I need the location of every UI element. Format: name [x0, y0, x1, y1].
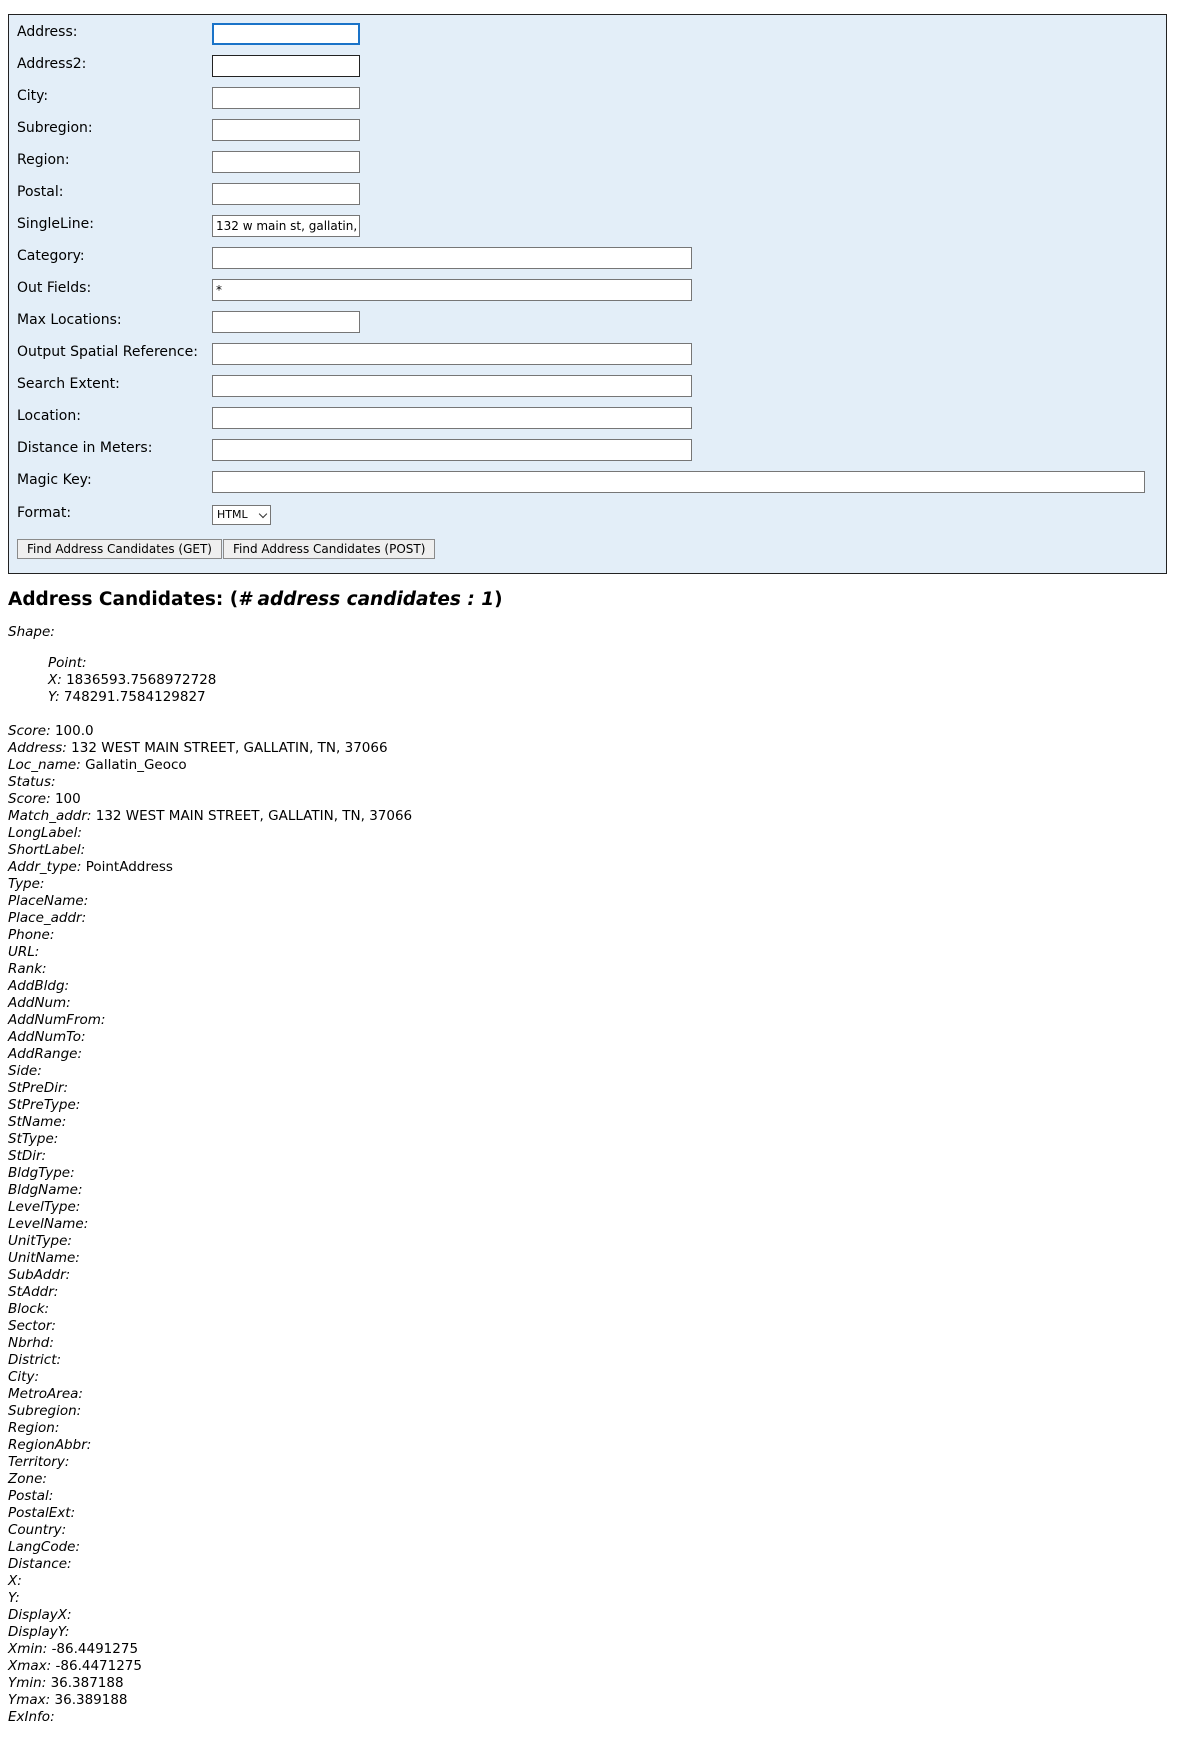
- attribute-key: Xmin:: [8, 1641, 48, 1657]
- attribute-row: [8, 1471, 1158, 1488]
- attribute-row: [8, 1437, 1158, 1454]
- attribute-key: Score:: [8, 723, 51, 739]
- attribute-row: [8, 1386, 1158, 1403]
- attribute-value: 36.387188: [50, 1675, 124, 1691]
- category-input[interactable]: [212, 247, 692, 269]
- field-row-singleline: [9, 207, 1166, 239]
- singleline-label: SingleLine:: [17, 216, 94, 232]
- attribute-row: [8, 995, 1158, 1012]
- out-sr-input[interactable]: [212, 343, 692, 365]
- attribute-row: [8, 1080, 1158, 1097]
- field-row-out-sr: [9, 335, 1166, 367]
- find-candidates-post-button[interactable]: Find Address Candidates (POST): [223, 539, 435, 559]
- attribute-key: StPreType:: [8, 1097, 81, 1113]
- attribute-key: Ymin:: [8, 1675, 47, 1691]
- region-input[interactable]: [212, 151, 360, 173]
- search-extent-label: Search Extent:: [17, 376, 120, 392]
- attribute-row: [8, 1250, 1158, 1267]
- attribute-key: Xmax:: [8, 1658, 52, 1674]
- attribute-row: [8, 774, 1158, 791]
- attribute-key: Region:: [8, 1420, 60, 1436]
- attribute-key: Country:: [8, 1522, 67, 1538]
- out-fields-label: Out Fields:: [17, 280, 92, 296]
- point-y-label: Y:: [48, 689, 60, 705]
- field-row-city: [9, 79, 1166, 111]
- attribute-key: ExInfo:: [8, 1709, 55, 1725]
- attribute-row: [8, 927, 1158, 944]
- attribute-row: [8, 1709, 1158, 1726]
- results-section: [8, 588, 1158, 1726]
- point-label: Point:: [48, 655, 87, 671]
- attribute-row: [8, 1029, 1158, 1046]
- results-heading-prefix: Address Candidates: (: [8, 589, 239, 610]
- attribute-row: [8, 1369, 1158, 1386]
- field-row-max-locations: [9, 303, 1166, 335]
- attribute-key: DisplayY:: [8, 1624, 70, 1640]
- field-row-address2: [9, 47, 1166, 79]
- attribute-key: Status:: [8, 774, 56, 790]
- address2-input[interactable]: [212, 55, 360, 77]
- attribute-key: LongLabel:: [8, 825, 82, 841]
- attribute-key: AddNumTo:: [8, 1029, 86, 1045]
- attribute-row: [8, 1420, 1158, 1437]
- attribute-value: 36.389188: [54, 1692, 128, 1708]
- magic-key-input[interactable]: [212, 471, 1145, 493]
- attribute-key: AddBldg:: [8, 978, 70, 994]
- attribute-row: [8, 910, 1158, 927]
- attribute-row: [8, 791, 1158, 808]
- field-row-subregion: [9, 111, 1166, 143]
- attribute-value: -86.4491275: [51, 1641, 139, 1657]
- attribute-row: [8, 1352, 1158, 1369]
- attribute-row: [8, 1097, 1158, 1114]
- attribute-row: [8, 1284, 1158, 1301]
- chevron-down-icon: [259, 510, 267, 518]
- field-row-postal: [9, 175, 1166, 207]
- subregion-input[interactable]: [212, 119, 360, 141]
- field-row-category: [9, 239, 1166, 271]
- attribute-row: [8, 1675, 1158, 1692]
- attribute-list: [8, 723, 1158, 1726]
- location-label: Location:: [17, 408, 81, 424]
- format-label: Format:: [17, 505, 72, 521]
- attribute-key: X:: [8, 1573, 22, 1589]
- distance-input[interactable]: [212, 439, 692, 461]
- out-sr-label: Output Spatial Reference:: [17, 344, 198, 360]
- attribute-row: [8, 1692, 1158, 1709]
- attribute-row: [8, 1267, 1158, 1284]
- attribute-key: Address:: [8, 740, 67, 756]
- attribute-key: MetroArea:: [8, 1386, 83, 1402]
- attribute-row: [8, 1165, 1158, 1182]
- attribute-key: Nbrhd:: [8, 1335, 54, 1351]
- attribute-key: Match_addr:: [8, 808, 92, 824]
- format-selected-value: HTML: [217, 508, 248, 521]
- postal-label: Postal:: [17, 184, 64, 200]
- subregion-label: Subregion:: [17, 120, 93, 136]
- attribute-value: Gallatin_Geoco: [85, 757, 187, 773]
- attribute-row: [8, 876, 1158, 893]
- attribute-row: [8, 1301, 1158, 1318]
- attribute-key: UnitName:: [8, 1250, 80, 1266]
- attribute-key: Territory:: [8, 1454, 70, 1470]
- attribute-key: PlaceName:: [8, 893, 89, 909]
- attribute-key: PostalExt:: [8, 1505, 76, 1521]
- attribute-key: Block:: [8, 1301, 50, 1317]
- attribute-row: [8, 1556, 1158, 1573]
- attribute-key: District:: [8, 1352, 62, 1368]
- attribute-row: [8, 1505, 1158, 1522]
- address-input[interactable]: [212, 23, 360, 45]
- attribute-row: [8, 842, 1158, 859]
- attribute-key: StDir:: [8, 1148, 47, 1164]
- attribute-row: [8, 1607, 1158, 1624]
- attribute-value: 132 WEST MAIN STREET, GALLATIN, TN, 37066: [95, 808, 413, 824]
- field-row-distance: [9, 431, 1166, 463]
- point-y-value: 748291.7584129827: [63, 689, 206, 705]
- field-row-search-extent: [9, 367, 1166, 399]
- attribute-row: [8, 1641, 1158, 1658]
- attribute-row: [8, 1012, 1158, 1029]
- field-row-format: [9, 496, 1166, 528]
- attribute-key: Type:: [8, 876, 45, 892]
- address-label: Address:: [17, 24, 78, 40]
- magic-key-label: Magic Key:: [17, 472, 92, 488]
- shape-label: Shape:: [8, 624, 55, 640]
- search-extent-input[interactable]: [212, 375, 692, 397]
- city-label: City:: [17, 88, 49, 104]
- field-row-location: [9, 399, 1166, 431]
- attribute-key: StName:: [8, 1114, 67, 1130]
- max-locations-label: Max Locations:: [17, 312, 122, 328]
- address2-label: Address2:: [17, 56, 87, 72]
- attribute-key: Side:: [8, 1063, 42, 1079]
- attribute-row: [8, 1573, 1158, 1590]
- attribute-key: Y:: [8, 1590, 20, 1606]
- attribute-row: [8, 1403, 1158, 1420]
- attribute-key: City:: [8, 1369, 40, 1385]
- attribute-key: Ymax:: [8, 1692, 51, 1708]
- attribute-row: [8, 1590, 1158, 1607]
- attribute-key: Score:: [8, 791, 51, 807]
- postal-input[interactable]: [212, 183, 360, 205]
- field-row-address: [9, 15, 1166, 47]
- attribute-row: [8, 1233, 1158, 1250]
- category-label: Category:: [17, 248, 85, 264]
- attribute-row: [8, 1063, 1158, 1080]
- attribute-key: DisplayX:: [8, 1607, 72, 1623]
- attribute-key: AddNumFrom:: [8, 1012, 106, 1028]
- attribute-key: LangCode:: [8, 1539, 81, 1555]
- point-x-value: 1836593.7568972728: [66, 672, 217, 688]
- attribute-key: BldgType:: [8, 1165, 75, 1181]
- out-fields-input[interactable]: [212, 279, 692, 301]
- attribute-key: LevelName:: [8, 1216, 89, 1232]
- attribute-row: [8, 978, 1158, 995]
- format-select[interactable]: [212, 505, 271, 525]
- attribute-row: [8, 1318, 1158, 1335]
- attribute-row: [8, 1199, 1158, 1216]
- attribute-row: [8, 1046, 1158, 1063]
- attribute-key: AddNum:: [8, 995, 71, 1011]
- geocode-form: [8, 14, 1167, 574]
- attribute-key: Sector:: [8, 1318, 56, 1334]
- max-locations-input[interactable]: [212, 311, 360, 333]
- attribute-key: Place_addr:: [8, 910, 87, 926]
- region-label: Region:: [17, 152, 70, 168]
- attribute-key: Zone:: [8, 1471, 47, 1487]
- attribute-row: [8, 825, 1158, 842]
- attribute-key: Distance:: [8, 1556, 72, 1572]
- attribute-row: [8, 893, 1158, 910]
- attribute-row: [8, 1216, 1158, 1233]
- attribute-row: [8, 1488, 1158, 1505]
- attribute-row: [8, 961, 1158, 978]
- shape-point: [48, 655, 1158, 706]
- attribute-row: [8, 1658, 1158, 1675]
- attribute-key: RegionAbbr:: [8, 1437, 92, 1453]
- attribute-key: StType:: [8, 1131, 59, 1147]
- attribute-key: Addr_type:: [8, 859, 82, 875]
- city-input[interactable]: [212, 87, 360, 109]
- attribute-row: [8, 1182, 1158, 1199]
- attribute-key: LevelType:: [8, 1199, 81, 1215]
- attribute-key: Loc_name:: [8, 757, 81, 773]
- attribute-value: 100: [54, 791, 81, 807]
- button-row: [17, 539, 617, 559]
- attribute-row: [8, 1624, 1158, 1641]
- attribute-row: [8, 1114, 1158, 1131]
- attribute-key: StAddr:: [8, 1284, 59, 1300]
- attribute-row: [8, 757, 1158, 774]
- attribute-value: PointAddress: [85, 859, 173, 875]
- attribute-row: [8, 944, 1158, 961]
- attribute-key: AddRange:: [8, 1046, 83, 1062]
- distance-label: Distance in Meters:: [17, 440, 153, 456]
- attribute-key: URL:: [8, 944, 40, 960]
- results-count: # address candidates : 1: [238, 589, 495, 610]
- attribute-key: StPreDir:: [8, 1080, 69, 1096]
- attribute-key: SubAddr:: [8, 1267, 71, 1283]
- attribute-row: [8, 1539, 1158, 1556]
- attribute-row: [8, 808, 1158, 825]
- attribute-row: [8, 859, 1158, 876]
- attribute-value: -86.4471275: [55, 1658, 142, 1674]
- attribute-key: Phone:: [8, 927, 55, 943]
- location-input[interactable]: [212, 407, 692, 429]
- field-row-region: [9, 143, 1166, 175]
- singleline-input[interactable]: [212, 215, 360, 237]
- attribute-row: [8, 723, 1158, 740]
- field-row-out-fields: [9, 271, 1166, 303]
- attribute-key: UnitType:: [8, 1233, 72, 1249]
- attribute-key: Subregion:: [8, 1403, 82, 1419]
- attribute-row: [8, 1454, 1158, 1471]
- attribute-row: [8, 1148, 1158, 1165]
- attribute-row: [8, 1522, 1158, 1539]
- field-row-magic-key: [9, 463, 1166, 495]
- attribute-key: Postal:: [8, 1488, 54, 1504]
- attribute-key: ShortLabel:: [8, 842, 86, 858]
- point-x-label: X:: [48, 672, 62, 688]
- attribute-key: BldgName:: [8, 1182, 83, 1198]
- attribute-key: Rank:: [8, 961, 47, 977]
- attribute-row: [8, 1335, 1158, 1352]
- attribute-value: 132 WEST MAIN STREET, GALLATIN, TN, 37066: [71, 740, 388, 756]
- attribute-value: 100.0: [54, 723, 94, 739]
- results-heading-suffix: ): [494, 589, 503, 610]
- results-heading: [8, 588, 1158, 612]
- find-candidates-get-button[interactable]: Find Address Candidates (GET): [17, 539, 222, 559]
- attribute-row: [8, 740, 1158, 757]
- attribute-row: [8, 1131, 1158, 1148]
